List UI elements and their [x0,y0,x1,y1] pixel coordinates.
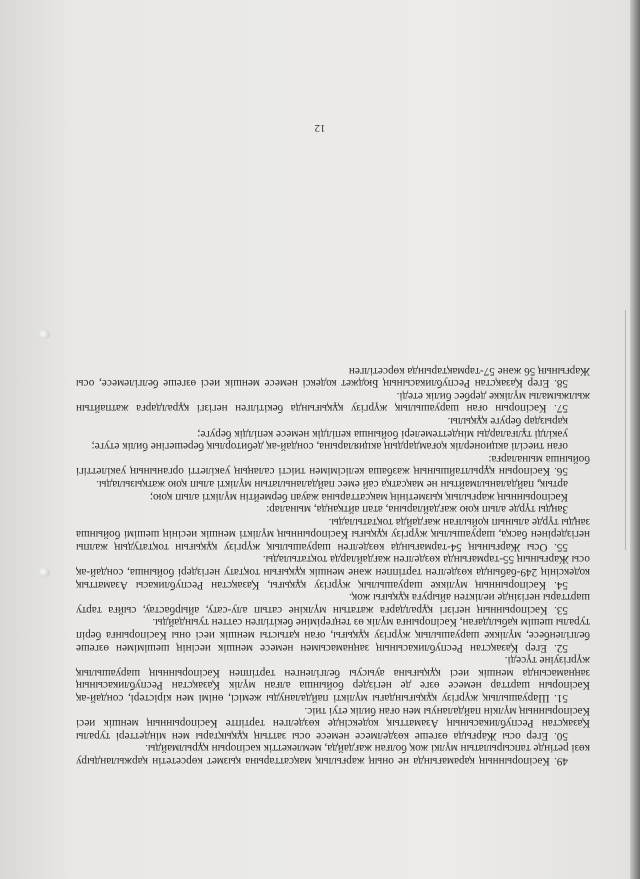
paragraph-58: 58. Егер Қазақстан Республикасының Бюджет кодексі немесе меншік иесі өзгеше белгілемесе, осы Жарғының 56 және 57-тармақтарында көрсетілген [76,364,590,390]
paragraph-50: 50. Егер осы Жарғыда өзгеше көзделмесе немесе осы заттың құқықтары мен міндеттері туралы Қазақстан Республикасының Азаматтық кодексінде көзделген тәртіпте Кәсіпорынның меншік иесі Кәсіпорынның мүлкін пайдалануы мен оған билік етуі тиіс. [76,704,590,742]
paragraph-56-item-2: уәкілді тұлғаларды міндеттемелері бойынша кепілдік немесе кепілдік беруге; [197,427,568,440]
paragraph-55: 55. Осы Жарғының 54-тармағында көзделген шаруашылық жүргізу құқығын тоқтатудың жалпы негіздерінен басқа, шаруашылық жүргізу құқығы Кәсіпорынның мүлікті меншік иесінің шешімі бойынша заңды түрде алынып қойылған жағдайда тоқтатылады. [76,515,590,553]
paragraph-56-item-3: қарыздар беруге құқылы. [447,414,568,427]
binder-hole-top [38,568,50,577]
scan-edge-shadow [630,0,640,879]
paragraph-53: 53. Кәсіпорынның негізгі құралдарға жататын мүлкіне сатып алу-сату, айырбастау, сыйға тарту шарттары негізінде иеліктен айыруға құқығы жоқ. [76,591,590,616]
paragraph-55-list-intro: Заңды түрде алып қою жағдайларына, атап айтқанда, мыналар: [266,503,568,516]
text-body [76,364,590,767]
paragraph-51: 51. Шаруашылық жүргізу құқығындағы мүлікті пайдалануды жемісі, өнімі мен кірістері, сондай-ақ Кәсіпорын шарттар немесе өзге де негіздер бойынша алған мүлік Қазақстан Республикасының заңнамасында меншік иесі құқығына ауысуы белгіленген тәртіппен Кәсіпорынның шаруашылық жүргізуіне түседі. [76,654,590,705]
paragraph-57: 57. Кәсіпорын оған шаруашылық жүргізу құқығында бекітілген негізгі құралдарға жатпайтын жылжымалы мүлікке дербес билік етеді. [76,389,590,415]
page-number: 12 [314,122,326,134]
paragraph-52: 52. Егер Қазақстан Республикасының заңнамасымен немесе меншік иесінің шешімімен өзгеше белгіленбесе, мүлікке шаруашылық жүргізу құқығы, оған қатысты меншік иесі оны Кәсіпорынға беріп туралы шешім қабылдаған, Кәсіпорынға мүлік өз теңгеріміне бекітілген сәттен туындайды. [76,616,590,654]
page-edge-line [619,310,626,550]
paragraph-56-item-1: оған тиесілі акционерлік қоғамдардың акцияларына, сондай-ақ дебиторлық берешегіне билік етуге; [91,440,568,453]
paragraph-55-item-1: Кәсіпорынның жарғылық қызметінің мақсаттарына жауап бермейтін мүлікті алып қою; [149,490,568,503]
paragraph-54: 54. Кәсіпорынның мүлікке шаруашылық жүргізу құқығы, Қазақстан Республикасы Азаматтық кодексінің 249-бабында көзделген тәртіппен және меншік құқығын тоқтату негіздері бойынша, сондай-ақ осы Жарғының 55-тармағында көзделген жағдайларда тоқтатылады. [76,553,590,591]
paragraph-56: 56. Кәсіпорын құрылтайшының жазбаша келісімімен тиісті салаңың уәкілетті органының уәкілеттігі бойынша мыналарға: [76,452,590,478]
binder-hole-bottom [38,330,50,339]
paragraph-55-item-2: артық, пайдаланылмайтын не мақсатқа сай емес пайдаланылатын мүлікті алып қою жатқызылады. [96,477,568,490]
paragraph-49: 49. Кәсіпорынның қарамағында не оның жарғылық мақсаттарына қызмет көрсететін қаржыландыру көзі ретінде тапсырылатын мүлкі жоқ болған жағдайда, мемлекеттік кәсіпорын құрылмайды. [76,742,590,767]
